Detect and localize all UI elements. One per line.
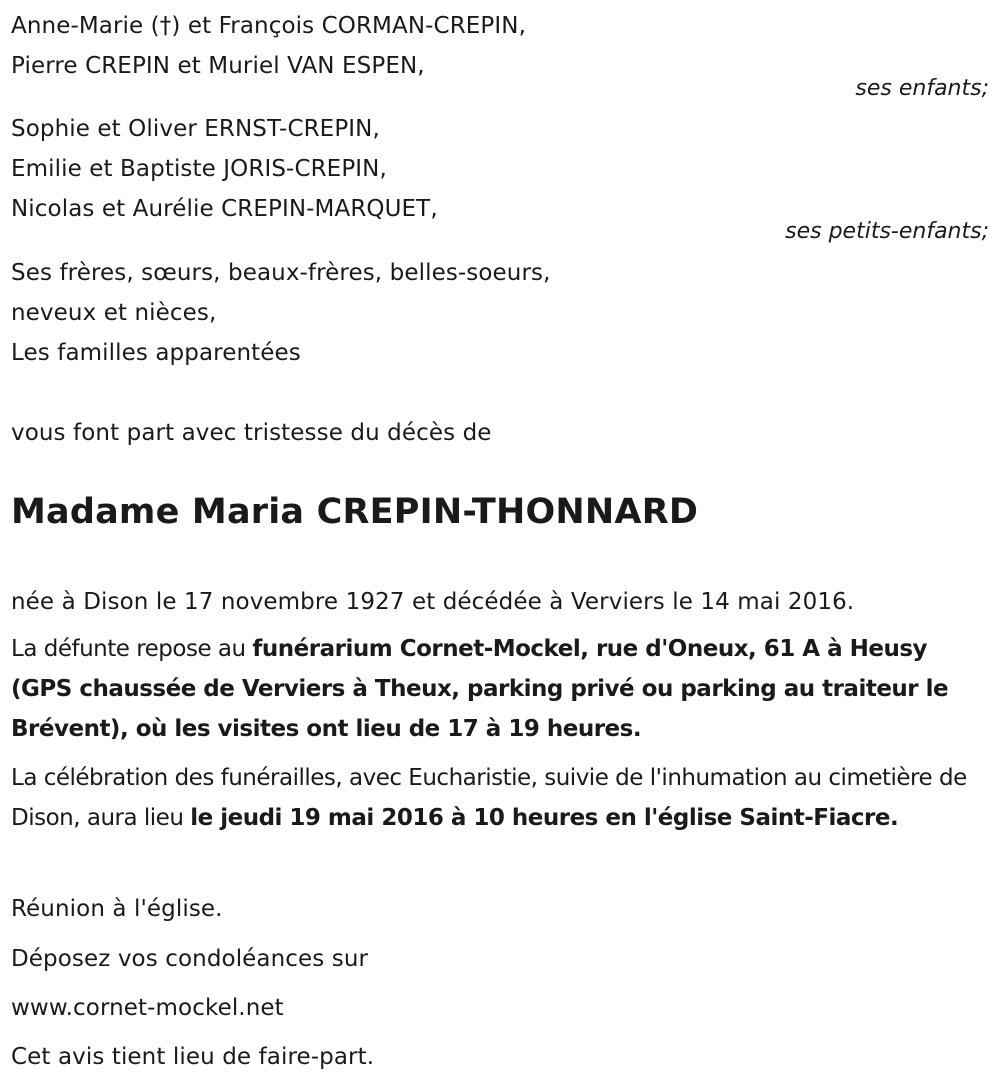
repose-details: funérarium Cornet-Mockel, rue d'Oneux, 61 A à Heusy (GPS chaussée de Verviers à Theux, parking privé ou parking au traiteur le Brévent), où les visites ont lieu de 17 à 19 heures. (11, 636, 949, 742)
birth-death-text: née à Dison le 17 novembre 1927 et décédée à Verviers le 14 mai 2016. (11, 589, 855, 615)
condolences-label: Déposez vos condoléances sur (11, 946, 369, 972)
deceased-name: Madame Maria CREPIN-THONNARD (11, 492, 699, 532)
grandchildren-line-2: Emilie et Baptiste JORIS-CREPIN, (11, 156, 387, 182)
family-line-3: Les familles apparentées (11, 340, 301, 366)
family-line-2: neveux et nièces, (11, 300, 217, 326)
grandchildren-line-3: Nicolas et Aurélie CREPIN-MARQUET, (11, 196, 438, 222)
reunion-text: Réunion à l'église. (11, 896, 223, 922)
website-link[interactable]: www.cornet-mockel.net (11, 995, 284, 1021)
funeral-details: le jeudi 19 mai 2016 à 10 heures en l'église Saint-Fiacre. (190, 805, 899, 831)
family-line-1: Ses frères, sœurs, beaux-frères, belles-soeurs, (11, 260, 551, 286)
grandchildren-line-1: Sophie et Oliver ERNST-CREPIN, (11, 116, 380, 142)
children-role: ses enfants; (855, 76, 989, 101)
repose-paragraph (11, 629, 989, 749)
announcement-text: vous font part avec tristesse du décès de (11, 420, 492, 446)
obituary-notice (11, 0, 989, 1092)
funeral-intro: La célébration des funérailles, avec Eucharistie, suivie de l'inhumation au cimetière de Dison, aura lieu (11, 765, 967, 831)
children-line-2: Pierre CREPIN et Muriel VAN ESPEN, (11, 53, 425, 79)
repose-intro: La défunte repose au (11, 636, 253, 662)
funeral-paragraph (11, 758, 989, 838)
children-line-1: Anne-Marie (†) et François CORMAN-CREPIN, (11, 13, 526, 39)
grandchildren-role: ses petits-enfants; (785, 219, 989, 244)
notice-text: Cet avis tient lieu de faire-part. (11, 1044, 375, 1070)
